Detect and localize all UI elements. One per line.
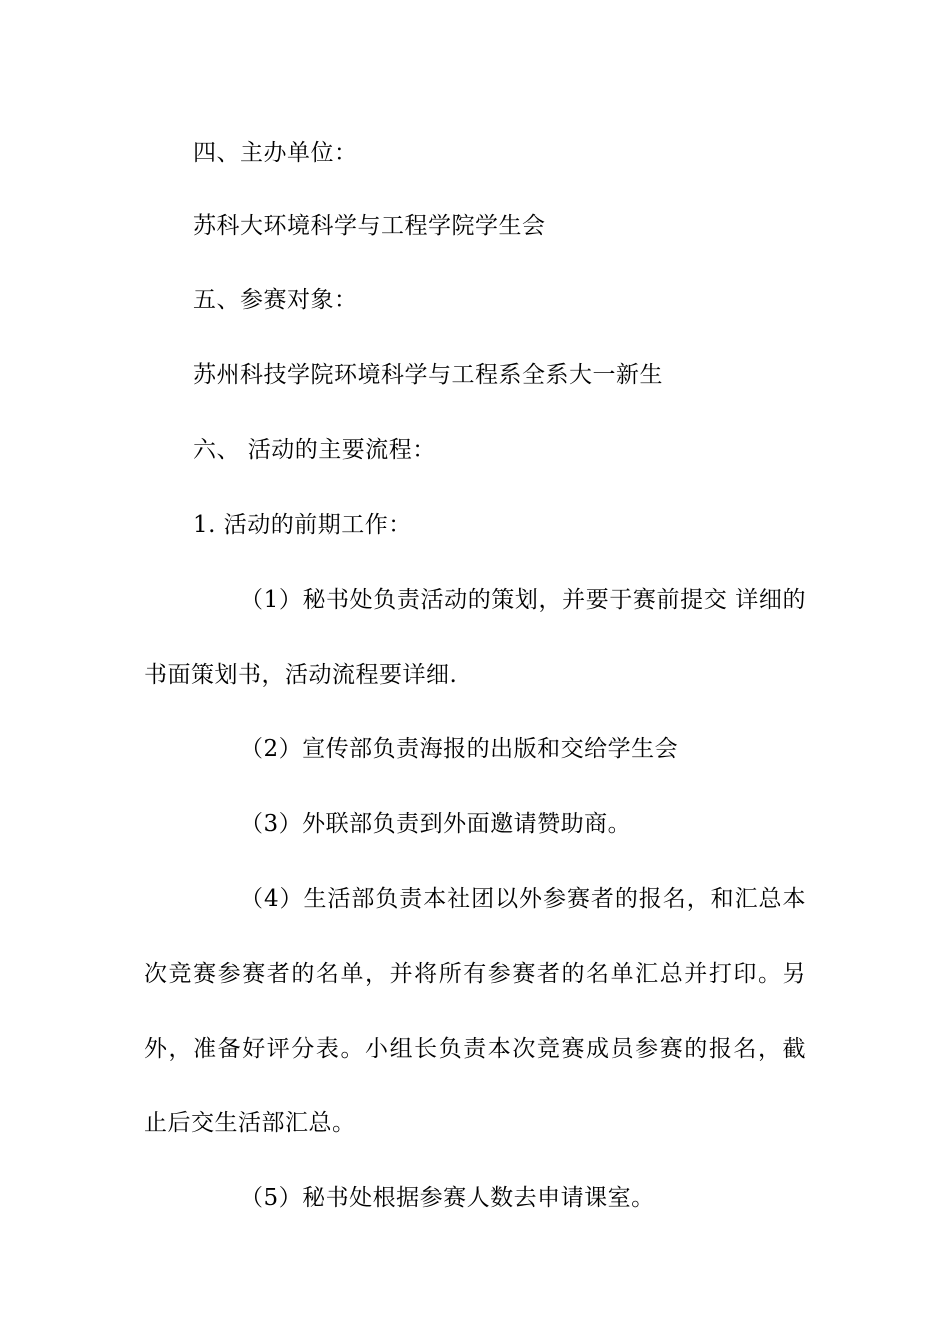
organizer-text: 苏科大环境科学与工程学院学生会 (193, 213, 546, 239)
item-4-line-4: 止后交生活部汇总。 (144, 1110, 356, 1136)
item-3: （3）外联部负责到外面邀请赞助商。 (240, 811, 632, 837)
section-heading-organizer: 四、主办单位： (193, 140, 358, 166)
item-4-line-3: 外，准备好评分表。小组长负责本次竞赛成员参赛的报名，截 (144, 1036, 806, 1062)
section-heading-participants: 五、参赛对象： (193, 287, 358, 313)
item-2: （2）宣传部负责海报的出版和交给学生会 (240, 736, 679, 762)
participants-text: 苏州科技学院环境科学与工程系全系大一新生 (193, 362, 663, 388)
item-1-line-2: 书面策划书，活动流程要详细. (144, 662, 458, 688)
item-4-line-2: 次竞赛参赛者的名单，并将所有参赛者的名单汇总并打印。另 (144, 961, 806, 987)
item-5: （5）秘书处根据参赛人数去申请课室。 (240, 1185, 655, 1211)
subsection-heading-preparation: 1. 活动的前期工作： (193, 512, 412, 538)
item-1-line-1: （1）秘书处负责活动的策划，并要于赛前提交 详细的 (240, 587, 806, 613)
item-4-line-1: （4）生活部负责本社团以外参赛者的报名，和汇总本 (240, 886, 806, 912)
section-heading-process: 六、 活动的主要流程： (193, 437, 436, 463)
